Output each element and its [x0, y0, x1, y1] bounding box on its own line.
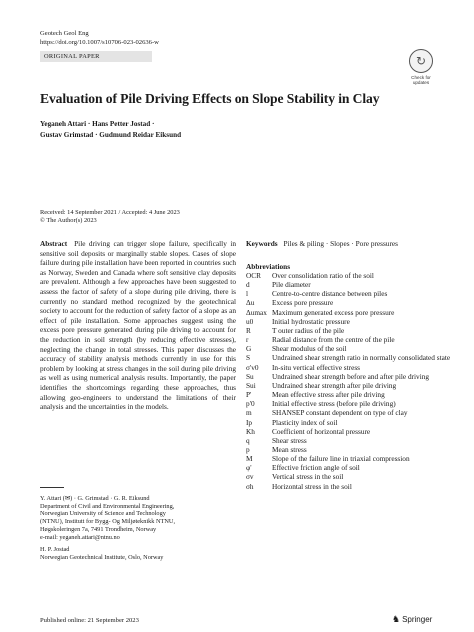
abbreviation-symbol: Δu — [246, 298, 255, 308]
abbreviation-symbol: q — [246, 435, 250, 445]
abbreviation-definition: Over consolidation ratio of the soil — [272, 271, 374, 280]
doi-link[interactable]: https://doi.org/10.1007/s10706-023-02636-w — [40, 39, 159, 46]
abbreviation-definition: Vertical stress in the soil — [272, 472, 344, 482]
abbreviation-row — [246, 344, 454, 353]
abbreviation-symbol: R — [246, 325, 251, 335]
abbreviation-symbol: d — [246, 280, 250, 290]
abbreviation-symbol: σh — [246, 481, 254, 491]
abbreviation-definition: Coefficient of horizontal pressure — [272, 426, 371, 436]
keywords-label: Keywords — [246, 239, 278, 248]
abbreviation-symbol: σv — [246, 472, 254, 482]
abbreviation-symbol: φ' — [246, 463, 252, 473]
abbreviation-row — [246, 472, 454, 481]
abbreviation-symbol: Δumax — [246, 307, 267, 317]
abbreviation-symbol: r — [246, 335, 249, 345]
author-line-1 — [40, 120, 154, 129]
received-accepted-dates: Received: 14 September 2021 / Accepted: 4 June 2023 — [40, 209, 180, 216]
abbreviation-row — [246, 463, 454, 472]
abbreviation-row — [246, 482, 454, 491]
abbreviation-definition: Initial hydrostatic pressure — [272, 316, 350, 326]
check-for-updates-button[interactable] — [404, 49, 438, 87]
abbreviation-definition: Slope of the failure line in triaxial compression — [272, 454, 410, 464]
abbreviation-symbol: OCR — [246, 271, 262, 280]
abbreviation-symbol: u0 — [246, 316, 254, 326]
author-names-1: Yeganeh Attari · Hans Petter Jostad · — [40, 120, 155, 128]
abbreviation-symbol: m — [246, 408, 252, 418]
abbreviation-definition: Maximum generated excess pore pressure — [272, 307, 395, 317]
abbreviation-row — [246, 280, 454, 289]
abbreviation-definition: Radial distance from the centre of the pile — [272, 335, 395, 345]
abbreviation-row — [246, 317, 454, 326]
abbreviation-symbol: Su — [246, 371, 254, 381]
abbreviation-symbol: p'0 — [246, 399, 255, 409]
abbreviations-heading: Abbreviations — [246, 262, 291, 271]
affiliation-line: (NTNU), Institutt for Bygg- Og Miljøteknikk NTNU, — [40, 518, 176, 526]
abbreviation-row — [246, 399, 454, 408]
abbreviation-definition: Pile diameter — [272, 280, 311, 290]
affiliations — [40, 495, 240, 562]
author-line-2 — [40, 131, 181, 140]
affiliation-line: Norwegian University of Science and Technology — [40, 510, 166, 518]
affiliation-line: H. P. Jostad — [40, 546, 70, 554]
abbreviation-row — [246, 335, 454, 344]
article-dates — [40, 209, 180, 225]
abbreviation-row — [246, 353, 454, 362]
abbreviation-definition: Centre-to-centre distance between piles — [272, 289, 388, 299]
abbreviation-symbol: Ip — [246, 417, 253, 427]
abbreviation-symbol: p — [246, 444, 250, 454]
article-type-badge: ORIGINAL PAPER — [40, 51, 152, 62]
abbreviation-row — [246, 289, 454, 298]
abbreviation-row — [246, 408, 454, 417]
abbreviation-row — [246, 298, 454, 307]
abbreviation-row — [246, 363, 454, 372]
abbreviation-row — [246, 427, 454, 436]
abbreviation-definition: Mean stress — [272, 444, 307, 454]
abbreviation-row — [246, 271, 454, 280]
abbreviation-row — [246, 445, 454, 454]
keywords — [246, 239, 446, 249]
abbreviation-symbol: Kh — [246, 426, 255, 436]
abbreviation-definition: SHANSEP constant dependent on type of clay — [272, 408, 408, 418]
published-online-date: Published online: 21 September 2023 — [40, 617, 139, 624]
abbreviation-symbol: G — [246, 344, 252, 354]
abbreviation-definition: Undrained shear strength after pile driving — [272, 380, 397, 390]
abbreviation-row — [246, 326, 454, 335]
paper-title: Evaluation of Pile Driving Effects on Slope Stability in Clay — [40, 91, 380, 106]
keywords-text: Piles & piling · Slopes · Pore pressures — [283, 239, 398, 248]
springer-horse-icon: ♞ — [392, 614, 401, 624]
abbreviation-definition: Effective friction angle of soil — [272, 463, 360, 473]
abbreviation-row — [246, 381, 454, 390]
footnote-divider — [40, 487, 64, 488]
publisher-name: Springer — [402, 615, 433, 624]
abbreviation-symbol: M — [246, 454, 253, 464]
affiliation-line: Norwegian Geotechnical Institute, Oslo, Norway — [40, 553, 164, 561]
abbreviation-row — [246, 454, 454, 463]
abstract-label: Abstract — [40, 239, 68, 248]
abbreviation-definition: Horizontal stress in the soil — [272, 481, 352, 491]
abbreviation-row — [246, 308, 454, 317]
abbreviation-symbol: σ'v0 — [246, 362, 259, 372]
author-names-2: Gustav Grimstad · Gudmund Reidar Eiksund — [40, 131, 182, 139]
abbreviation-symbol: P' — [246, 390, 252, 400]
abbreviation-definition: Undrained shear strength ratio in normally consolidated state — [272, 353, 451, 363]
abbreviation-definition: Initial effective stress (before pile driving) — [272, 399, 396, 409]
copyright-notice: © The Author(s) 2023 — [40, 217, 97, 225]
abbreviation-row — [246, 372, 454, 381]
abbreviation-symbol: l — [246, 289, 249, 299]
abbreviation-row — [246, 418, 454, 427]
affiliation-line: Høgskoleringen 7a, 7491 Trondheim, Norway — [40, 525, 157, 533]
abbreviation-row — [246, 390, 454, 399]
abbreviation-definition: Plasticity index of soil — [272, 417, 338, 427]
abstract-text: Pile driving can trigger slope failure, specifically in sensitive soil deposits or marginally stable slopes. Cases of slope failure during pile installation have been reported in countries such as Norway, Sweden and Canada where soft sensitive clay deposits are prevalent. Although a few approaches have been suggested to assess the factor of safety of a slope during pile driving, there is currently no standard method recognized by the geotechnical society to account for the reduction of safety factor of a slope as an effect of pile installation. Some approaches suggest using the excess pore pressure generated during pile driving to account for the reduction in soil strength (by reducing effective stresses), neglecting the change in total stresses. This paper discusses the accuracy of stability analysis methods currently in use for this problem by looking at stress changes in the soil during pile driving as well as using numerical analysis results. Importantly, the paper identifies the shortcomings regarding these approaches, thus allowing geo-engineers to understand the limitations of their analysis and the uncertainties in the models. — [40, 239, 236, 412]
abbreviation-definition: T outer radius of the pile — [272, 325, 345, 335]
abbreviations-list — [246, 271, 454, 491]
journal-name: Geotech Geol Eng — [40, 30, 89, 37]
check-for-updates-label: Check for updates — [411, 75, 431, 85]
abbreviation-definition: Shear stress — [272, 435, 307, 445]
abstract — [40, 239, 236, 412]
abbreviation-definition: Excess pore pressure — [272, 298, 334, 308]
abbreviation-symbol: S — [246, 353, 251, 363]
affiliation-line: Y. Attari (✉) · G. Grimstad · G. R. Eiksund — [40, 495, 150, 502]
abbreviation-definition: In-situ vertical effective stress — [272, 362, 361, 372]
publisher-logo — [392, 614, 432, 625]
affiliation-line[interactable]: e-mail: yeganeh.attari@ntnu.no — [40, 533, 120, 541]
abbreviation-definition: Shear modulus of the soil — [272, 344, 347, 354]
refresh-icon: ↻ — [409, 49, 433, 73]
abbreviation-symbol: Sui — [246, 380, 256, 390]
abbreviation-row — [246, 436, 454, 445]
affiliation-line: Department of Civil and Environmental Engineering, — [40, 502, 175, 510]
abbreviation-definition: Mean effective stress after pile driving — [272, 390, 385, 400]
abbreviation-definition: Undrained shear strength before and after pile driving — [272, 371, 430, 381]
